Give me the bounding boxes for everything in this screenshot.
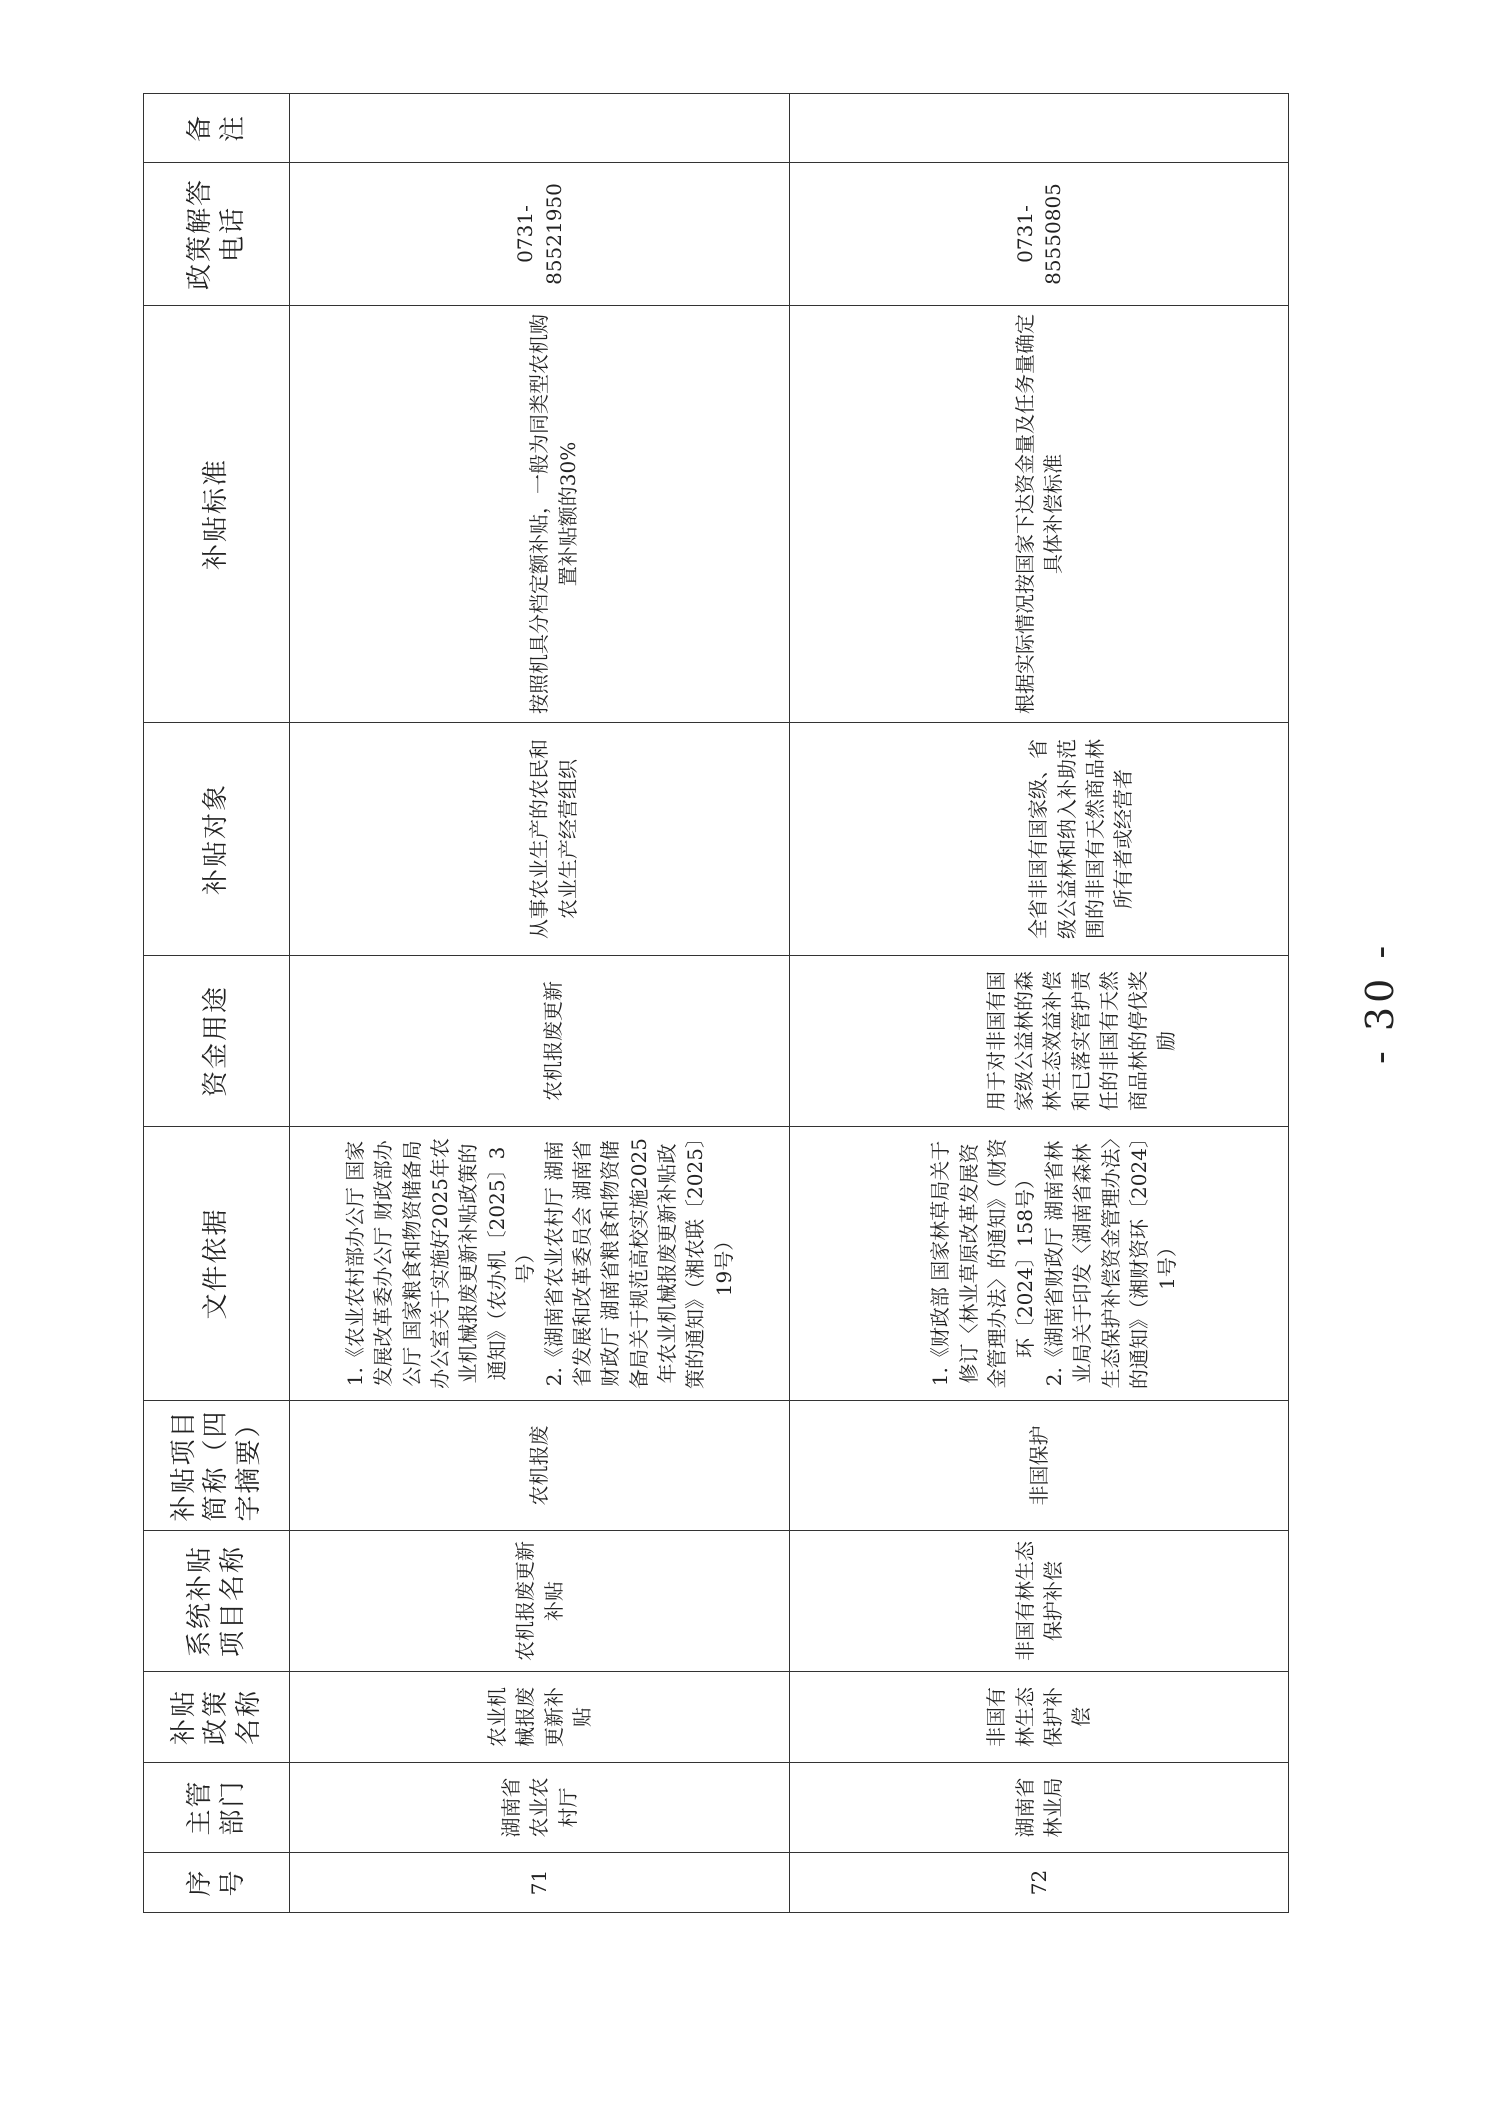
table-row — [790, 94, 1289, 1913]
cell-target: 从事农业生产的农民和农业生产经营组织 — [290, 723, 790, 956]
cell-remark — [290, 94, 790, 163]
cell-system-item-name: 非国有林生态保护补偿 — [790, 1531, 1289, 1672]
cell-standard: 按照机具分档定额补贴，一般为同类型农机购置补贴额的30% — [290, 306, 790, 723]
header-phone: 政策解答电话 — [144, 163, 290, 306]
cell-document-basis: 1.《财政部 国家林草局关于修订〈林业草原改革发展资金管理办法〉的通知》（财资环〔2024〕158号） 2.《湖南省财政厅 湖南省林业局关于印发〈湖南省森林生态保护补偿资金管理办法〉的通知》（湘财资环〔2024〕1号） — [790, 1127, 1289, 1401]
cell-phone: 0731-85521950 — [290, 163, 790, 306]
cell-standard: 根据实际情况按国家下达资金量及任务量确定具体补偿标准 — [790, 306, 1289, 723]
cell-index: 71 — [290, 1853, 790, 1913]
cell-department: 湖南省农业农村厅 — [290, 1763, 790, 1853]
cell-policy-name: 农业机械报废更新补贴 — [290, 1672, 790, 1763]
cell-fund-use: 农机报废更新 — [290, 956, 790, 1127]
header-remark: 备注 — [144, 94, 290, 163]
cell-document-basis: 1.《农业农村部办公厅 国家发展改革委办公厅 财政部办公厅 国家粮食和物资储备局办公室关于实施好2025年农业机械报废更新补贴政策的通知》（农办机〔2025〕3号） 2.《湖南省农业农村厅 湖南省发展和改革委员会 湖南省财政厅 湖南省粮食和物资储备局关于规范高校实施2025年农业机械报废更新补贴政策的通知》（湘农联〔2025〕19号） — [290, 1127, 790, 1401]
header-target: 补贴对象 — [144, 723, 290, 956]
header-standard: 补贴标准 — [144, 306, 290, 723]
cell-short-name: 农机报废 — [290, 1401, 790, 1531]
cell-fund-use: 用于对非国有国家级公益林的森林生态效益补偿和已落实管护责任的非国有天然商品林的停伐奖励 — [790, 956, 1289, 1127]
cell-index: 72 — [790, 1853, 1289, 1913]
cell-short-name: 非国保护 — [790, 1401, 1289, 1531]
cell-target: 全省非国有国家级、省级公益林和纳入补助范围的非国有天然商品林所有者或经营者 — [790, 723, 1289, 956]
header-department: 主管部门 — [144, 1763, 290, 1853]
header-index: 序号 — [144, 1853, 290, 1913]
header-policy-name: 补贴政策名称 — [144, 1672, 290, 1763]
cell-phone: 0731-85550805 — [790, 163, 1289, 306]
page-number: - 30 - — [1358, 941, 1402, 1064]
cell-department: 湖南省林业局 — [790, 1763, 1289, 1853]
header-document-basis: 文件依据 — [144, 1127, 290, 1401]
cell-policy-name: 非国有林生态保护补偿 — [790, 1672, 1289, 1763]
header-system-item-name: 系统补贴项目名称 — [144, 1531, 290, 1672]
cell-system-item-name: 农机报废更新补贴 — [290, 1531, 790, 1672]
header-fund-use: 资金用途 — [144, 956, 290, 1127]
table-row — [290, 94, 790, 1913]
header-short-name: 补贴项目简称（四字摘要） — [144, 1401, 290, 1531]
cell-remark — [790, 94, 1289, 163]
table-header-row — [144, 94, 290, 1913]
subsidy-policy-table — [143, 93, 1289, 1913]
